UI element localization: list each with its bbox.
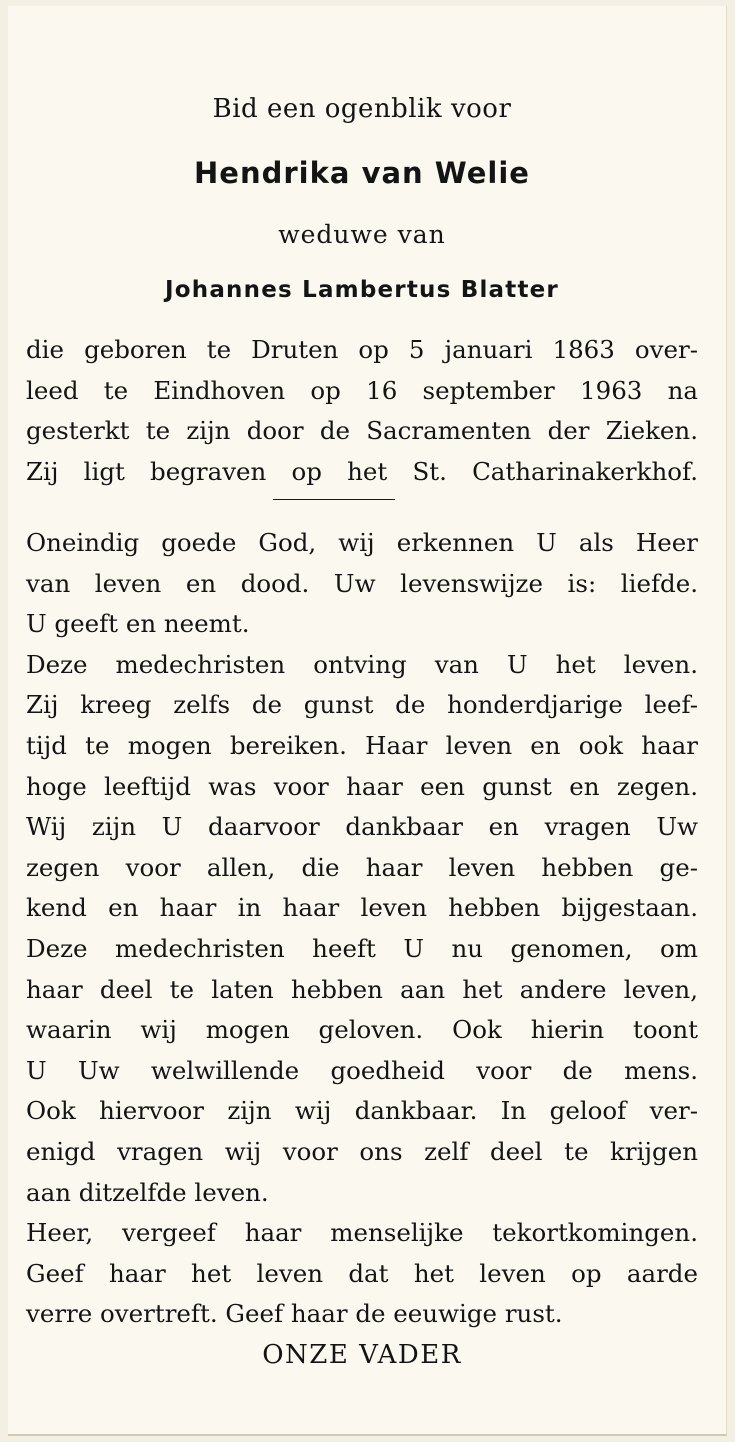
bio-line: gesterkt te zijn door de Sacramenten der Zieken. (26, 416, 698, 446)
prayer-line: U geeft en neemt. (26, 609, 250, 639)
prayer-line: haar deel te laten hebben aan het andere leven, (26, 974, 698, 1004)
prayer-line: kend en haar in haar leven hebben bijgestaan. (26, 893, 698, 923)
prayer-line: enigd vragen wij voor ons zelf deel te krijgen (26, 1136, 698, 1166)
prayer-line: Ook hiervoor zijn wij dankbaar. In geloof ver- (26, 1096, 698, 1126)
prayer-line: U Uw welwillende goedheid voor de mens. (26, 1055, 698, 1085)
bio-line: leed te Eindhoven op 16 september 1963 na (26, 375, 698, 405)
prayer-line: Wij zijn U daarvoor dankbaar en vragen Uw (26, 812, 698, 842)
deceased-name: Hendrika van Welie (194, 156, 530, 190)
relation-text: weduwe van (278, 220, 446, 249)
bio-line: die geboren te Druten op 5 januari 1863 over- (26, 335, 698, 364)
prayer-line: Deze medechristen heeft U nu genomen, om (26, 933, 698, 963)
prayer-line: Oneindig goede God, wij erkennen U als Heer (26, 528, 698, 557)
prayer-line: Deze medechristen ontving van U het leven. (26, 649, 698, 679)
prayer-line: verre overtreft. Geef haar de eeuwige rust. (26, 1299, 563, 1329)
prayer-line: aan ditzelfde leven. (26, 1177, 269, 1207)
memorial-card (8, 6, 727, 1436)
prayer-line: tijd te mogen bereiken. Haar leven en ook haar (26, 730, 698, 760)
prayer-line: van leven en dood. Uw levenswijze is: liefde. (26, 568, 698, 598)
section-divider (273, 499, 395, 500)
prayer-line: Heer, vergeef haar menselijke tekortkomingen. (26, 1218, 698, 1248)
prayer-line: Geef haar het leven dat het leven op aarde (26, 1258, 698, 1288)
closing-prayer-title: ONZE VADER (262, 1340, 462, 1370)
prayer-line: Zij kreeg zelfs de gunst de honderdjarige leef- (26, 690, 698, 720)
prayer-line: hoge leeftijd was voor haar een gunst en zegen. (26, 771, 698, 801)
intro-text: Bid een ogenblik voor (212, 94, 512, 124)
prayer-line: waarin wij mogen geloven. Ook hierin toont (26, 1015, 698, 1045)
prayer-line: zegen voor allen, die haar leven hebben ge- (26, 852, 698, 882)
bio-line: Zij ligt begraven op het St. Catharinakerkhof. (26, 456, 698, 486)
prayer-paragraph (26, 523, 698, 1335)
spouse-name: Johannes Lambertus Blatter (165, 277, 559, 303)
biography-paragraph (26, 330, 698, 492)
